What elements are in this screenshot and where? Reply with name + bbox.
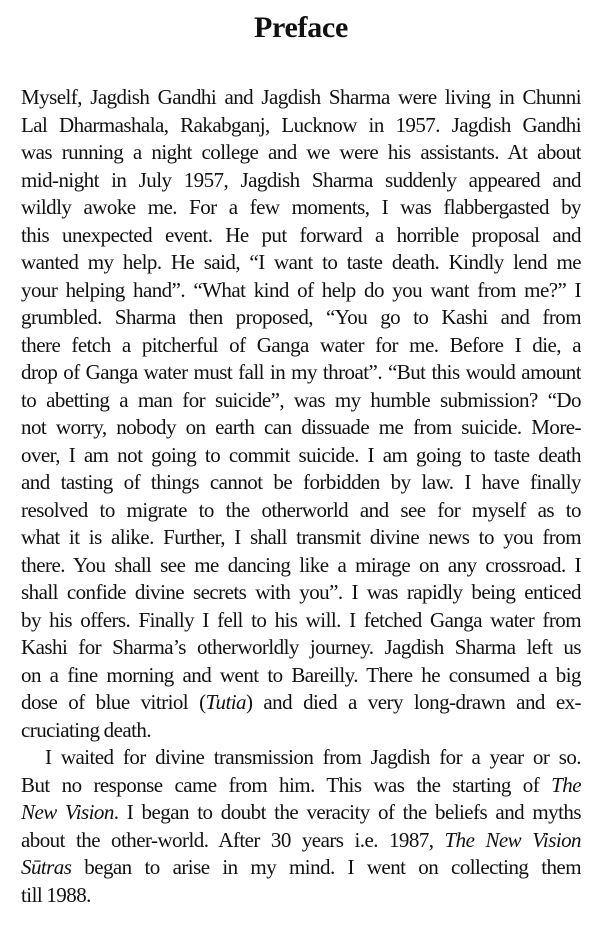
text-line: [21, 249, 581, 277]
text-line: [21, 139, 581, 167]
text-segment: wildly awoke me. For a few moments, I was flabbergasted by: [21, 195, 581, 219]
text-segment: Myself, Jagdish Gandhi and Jagdish Sharma were living in Chunni: [21, 85, 581, 109]
text-line: [21, 332, 581, 360]
text-segment: cruciating death.: [21, 717, 152, 742]
text-segment: your helping hand”. “What kind of help do you want from me?” I: [21, 277, 581, 302]
text-line: [21, 717, 581, 745]
text-line: [21, 689, 581, 717]
text-segment: mid-night in July 1957, Jagdish Sharma suddenly appeared and: [21, 167, 581, 192]
text-line: [21, 772, 581, 800]
text-line: [21, 359, 581, 387]
text-segment: over, I am not going to commit suicide. I am going to taste death: [21, 442, 581, 467]
text-line: [21, 222, 581, 250]
text-segment: by his offers. Finally I fell to his will. I fetched Ganga water from: [21, 607, 581, 632]
text-line: [21, 442, 581, 470]
text-segment: there. You shall see me dancing like a mirage on any crossroad. I: [21, 552, 581, 577]
text-segment: to abetting a man for suicide”, was my humble submission? “Do: [21, 387, 581, 412]
text-segment: there fetch a pitcherful of Ganga water for me. Before I die, a: [21, 332, 581, 357]
text-line: [21, 882, 581, 910]
text-segment: this unexpected event. He put forward a horrible proposal and: [21, 222, 581, 247]
text-segment: on a fine morning and went to Bareilly. There he consumed a big: [21, 662, 581, 687]
page: [21, 0, 581, 909]
text-segment: what it is alike. Further, I shall transmit divine news to you from: [21, 525, 581, 549]
page-title: Preface: [254, 11, 348, 44]
paragraph: [21, 84, 581, 744]
text-segment: and tasting of things cannot be forbidden by law. I have finally: [21, 470, 581, 494]
text-line: [21, 744, 581, 772]
text-line: [21, 552, 581, 580]
text-line: [21, 607, 581, 635]
text-line: [21, 277, 581, 305]
text-line: [21, 304, 581, 332]
paragraph: [21, 744, 581, 909]
text-line: [21, 799, 581, 827]
text-segment: But no response came from him. This was the starting of: [21, 772, 552, 797]
text-line: [21, 84, 581, 112]
text-line: [21, 194, 581, 222]
preface-body: [21, 84, 581, 909]
text-line: [21, 854, 581, 882]
italic-text: New Vision: [21, 800, 114, 824]
text-segment: wanted my help. He said, “I want to taste death. Kindly lend me: [21, 250, 581, 274]
text-line: [21, 827, 581, 855]
text-segment: I waited for divine transmission from Jagdish for a year or so.: [45, 745, 581, 769]
text-segment: ) and died a very long-drawn and ex-: [245, 690, 581, 714]
text-line: [21, 112, 581, 140]
text-segment: about the other-world. After 30 years i.e. 1987,: [21, 827, 445, 852]
text-line: [21, 414, 581, 442]
text-segment: till 1988.: [21, 882, 91, 907]
italic-text: The New Vision: [444, 827, 581, 852]
text-line: [21, 497, 581, 525]
text-segment: dose of blue vitriol (: [21, 690, 206, 714]
text-line: [21, 662, 581, 690]
text-segment: drop of Ganga water must fall in my throat”. “But this would amount: [21, 360, 581, 384]
text-segment: Lal Dharmashala, Rakabganj, Lucknow in 1957. Jagdish Gandhi: [21, 112, 581, 137]
text-segment: was running a night college and we were his assistants. At about: [21, 140, 581, 164]
italic-text: The: [551, 772, 581, 797]
text-line: [21, 167, 581, 195]
text-segment: not worry, nobody on earth can dissuade me from suicide. More-: [21, 415, 581, 439]
text-segment: Kashi for Sharma’s otherworldly journey. Jagdish Sharma left us: [21, 635, 581, 659]
text-segment: grumbled. Sharma then proposed, “You go to Kashi and from: [21, 305, 581, 329]
text-line: [21, 524, 581, 552]
text-segment: shall confide divine secrets with you”. I was rapidly being enticed: [21, 580, 581, 604]
text-segment: resolved to migrate to the otherworld and see for myself as to: [21, 497, 581, 522]
italic-text: Sūtras: [21, 855, 72, 879]
text-line: [21, 387, 581, 415]
italic-text: Tutia: [205, 690, 246, 714]
text-segment: began to arise in my mind. I went on collecting them: [71, 855, 581, 879]
text-line: [21, 469, 581, 497]
text-line: [21, 579, 581, 607]
text-line: [21, 634, 581, 662]
text-segment: . I began to doubt the veracity of the beliefs and myths: [113, 800, 581, 824]
